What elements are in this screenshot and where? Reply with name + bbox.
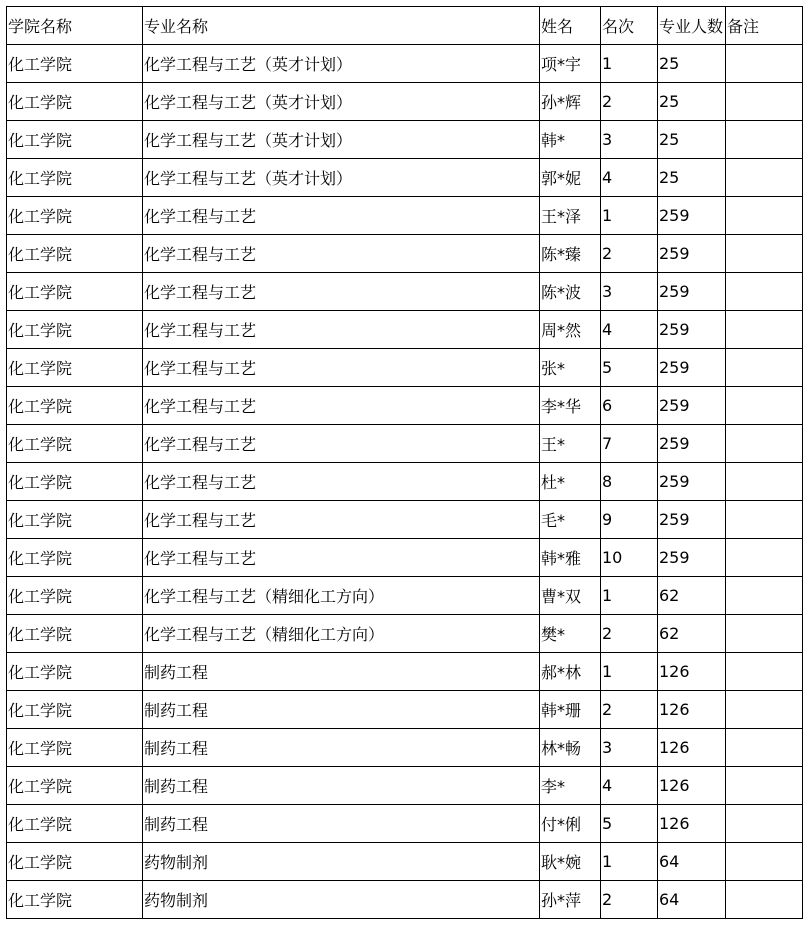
cell-remarks [726, 197, 803, 235]
cell-name: 周*然 [540, 311, 601, 349]
cell-major: 化学工程与工艺 [143, 387, 540, 425]
cell-college: 化工学院 [7, 577, 143, 615]
cell-remarks [726, 45, 803, 83]
table-row [7, 45, 803, 83]
cell-college: 化工学院 [7, 159, 143, 197]
cell-college: 化工学院 [7, 425, 143, 463]
cell-college: 化工学院 [7, 235, 143, 273]
cell-remarks [726, 539, 803, 577]
cell-name: 毛* [540, 501, 601, 539]
cell-rank: 1 [601, 653, 658, 691]
cell-remarks [726, 159, 803, 197]
table-row [7, 83, 803, 121]
cell-college: 化工学院 [7, 463, 143, 501]
table-row [7, 615, 803, 653]
cell-college: 化工学院 [7, 501, 143, 539]
cell-major: 化学工程与工艺 [143, 273, 540, 311]
cell-rank: 2 [601, 691, 658, 729]
cell-rank: 4 [601, 159, 658, 197]
cell-rank: 1 [601, 577, 658, 615]
cell-major: 化学工程与工艺（英才计划） [143, 45, 540, 83]
cell-college: 化工学院 [7, 843, 143, 881]
cell-major-count: 259 [658, 197, 726, 235]
cell-remarks [726, 387, 803, 425]
cell-remarks [726, 425, 803, 463]
cell-name: 耿*婉 [540, 843, 601, 881]
cell-remarks [726, 501, 803, 539]
cell-major: 化学工程与工艺 [143, 311, 540, 349]
cell-major-count: 259 [658, 235, 726, 273]
table-row [7, 121, 803, 159]
cell-major: 制药工程 [143, 729, 540, 767]
cell-remarks [726, 843, 803, 881]
cell-name: 项*宇 [540, 45, 601, 83]
table-row [7, 653, 803, 691]
cell-major: 制药工程 [143, 805, 540, 843]
cell-major: 化学工程与工艺（英才计划） [143, 121, 540, 159]
cell-major-count: 259 [658, 387, 726, 425]
cell-rank: 6 [601, 387, 658, 425]
cell-name: 韩*雅 [540, 539, 601, 577]
ranking-table [6, 6, 803, 919]
cell-name: 王* [540, 425, 601, 463]
table-row [7, 501, 803, 539]
cell-name: 张* [540, 349, 601, 387]
table-row [7, 881, 803, 919]
cell-remarks [726, 767, 803, 805]
table-row [7, 197, 803, 235]
cell-major-count: 126 [658, 691, 726, 729]
cell-rank: 9 [601, 501, 658, 539]
cell-rank: 1 [601, 45, 658, 83]
cell-major-count: 25 [658, 45, 726, 83]
cell-college: 化工学院 [7, 767, 143, 805]
cell-major: 药物制剂 [143, 881, 540, 919]
cell-major-count: 62 [658, 577, 726, 615]
cell-rank: 2 [601, 83, 658, 121]
cell-remarks [726, 83, 803, 121]
cell-major: 化学工程与工艺（精细化工方向） [143, 615, 540, 653]
cell-major-count: 64 [658, 881, 726, 919]
table-row [7, 767, 803, 805]
cell-name: 陈*波 [540, 273, 601, 311]
cell-college: 化工学院 [7, 273, 143, 311]
cell-major-count: 126 [658, 767, 726, 805]
cell-college: 化工学院 [7, 121, 143, 159]
cell-rank: 8 [601, 463, 658, 501]
cell-major-count: 25 [658, 121, 726, 159]
table-row [7, 463, 803, 501]
cell-major-count: 259 [658, 463, 726, 501]
cell-major: 化学工程与工艺（英才计划） [143, 159, 540, 197]
cell-major-count: 25 [658, 159, 726, 197]
cell-college: 化工学院 [7, 805, 143, 843]
cell-major-count: 259 [658, 349, 726, 387]
cell-remarks [726, 805, 803, 843]
cell-remarks [726, 729, 803, 767]
table-row [7, 349, 803, 387]
cell-rank: 2 [601, 235, 658, 273]
cell-rank: 1 [601, 843, 658, 881]
cell-name: 郭*妮 [540, 159, 601, 197]
cell-major: 化学工程与工艺 [143, 463, 540, 501]
cell-remarks [726, 121, 803, 159]
cell-major: 化学工程与工艺 [143, 501, 540, 539]
cell-name: 杜* [540, 463, 601, 501]
cell-major-count: 126 [658, 729, 726, 767]
header-major: 专业名称 [143, 7, 540, 45]
cell-college: 化工学院 [7, 45, 143, 83]
cell-college: 化工学院 [7, 387, 143, 425]
cell-college: 化工学院 [7, 691, 143, 729]
table-row [7, 273, 803, 311]
cell-college: 化工学院 [7, 311, 143, 349]
cell-name: 郝*林 [540, 653, 601, 691]
cell-name: 李* [540, 767, 601, 805]
cell-remarks [726, 653, 803, 691]
header-major-count: 专业人数 [658, 7, 726, 45]
cell-major: 化学工程与工艺 [143, 425, 540, 463]
cell-major-count: 25 [658, 83, 726, 121]
cell-rank: 2 [601, 881, 658, 919]
cell-name: 付*俐 [540, 805, 601, 843]
table-header-row [7, 7, 803, 45]
cell-remarks [726, 881, 803, 919]
table-row [7, 729, 803, 767]
cell-name: 韩* [540, 121, 601, 159]
table-row [7, 159, 803, 197]
cell-college: 化工学院 [7, 349, 143, 387]
cell-major: 制药工程 [143, 767, 540, 805]
cell-college: 化工学院 [7, 539, 143, 577]
cell-major-count: 62 [658, 615, 726, 653]
table-row [7, 843, 803, 881]
cell-major-count: 259 [658, 539, 726, 577]
header-remarks: 备注 [726, 7, 803, 45]
cell-rank: 5 [601, 805, 658, 843]
cell-name: 孙*辉 [540, 83, 601, 121]
cell-rank: 3 [601, 273, 658, 311]
cell-rank: 3 [601, 121, 658, 159]
cell-remarks [726, 273, 803, 311]
cell-name: 樊* [540, 615, 601, 653]
cell-remarks [726, 311, 803, 349]
cell-remarks [726, 235, 803, 273]
cell-college: 化工学院 [7, 881, 143, 919]
table-row [7, 311, 803, 349]
cell-rank: 7 [601, 425, 658, 463]
cell-rank: 4 [601, 311, 658, 349]
cell-major: 化学工程与工艺（精细化工方向） [143, 577, 540, 615]
header-name: 姓名 [540, 7, 601, 45]
cell-major-count: 259 [658, 501, 726, 539]
table-row [7, 425, 803, 463]
cell-rank: 1 [601, 197, 658, 235]
header-rank: 名次 [601, 7, 658, 45]
cell-remarks [726, 349, 803, 387]
cell-remarks [726, 577, 803, 615]
cell-name: 林*畅 [540, 729, 601, 767]
cell-rank: 4 [601, 767, 658, 805]
cell-major: 化学工程与工艺 [143, 235, 540, 273]
cell-major: 化学工程与工艺（英才计划） [143, 83, 540, 121]
cell-college: 化工学院 [7, 83, 143, 121]
cell-major: 化学工程与工艺 [143, 349, 540, 387]
cell-remarks [726, 463, 803, 501]
cell-rank: 5 [601, 349, 658, 387]
cell-name: 孙*萍 [540, 881, 601, 919]
cell-major-count: 259 [658, 273, 726, 311]
cell-college: 化工学院 [7, 729, 143, 767]
cell-name: 王*泽 [540, 197, 601, 235]
cell-major: 化学工程与工艺 [143, 197, 540, 235]
cell-rank: 10 [601, 539, 658, 577]
cell-major-count: 259 [658, 311, 726, 349]
cell-major: 制药工程 [143, 653, 540, 691]
cell-name: 李*华 [540, 387, 601, 425]
cell-rank: 3 [601, 729, 658, 767]
cell-name: 曹*双 [540, 577, 601, 615]
table-row [7, 691, 803, 729]
cell-major: 药物制剂 [143, 843, 540, 881]
cell-college: 化工学院 [7, 653, 143, 691]
cell-major-count: 64 [658, 843, 726, 881]
cell-major: 化学工程与工艺 [143, 539, 540, 577]
cell-rank: 2 [601, 615, 658, 653]
cell-name: 韩*珊 [540, 691, 601, 729]
header-college: 学院名称 [7, 7, 143, 45]
table-row [7, 539, 803, 577]
cell-remarks [726, 691, 803, 729]
cell-name: 陈*臻 [540, 235, 601, 273]
table-row [7, 387, 803, 425]
cell-major-count: 126 [658, 653, 726, 691]
cell-remarks [726, 615, 803, 653]
cell-college: 化工学院 [7, 615, 143, 653]
cell-major: 制药工程 [143, 691, 540, 729]
cell-major-count: 259 [658, 425, 726, 463]
table-row [7, 235, 803, 273]
cell-college: 化工学院 [7, 197, 143, 235]
table-row [7, 805, 803, 843]
table-body [7, 45, 803, 919]
table-row [7, 577, 803, 615]
cell-major-count: 126 [658, 805, 726, 843]
